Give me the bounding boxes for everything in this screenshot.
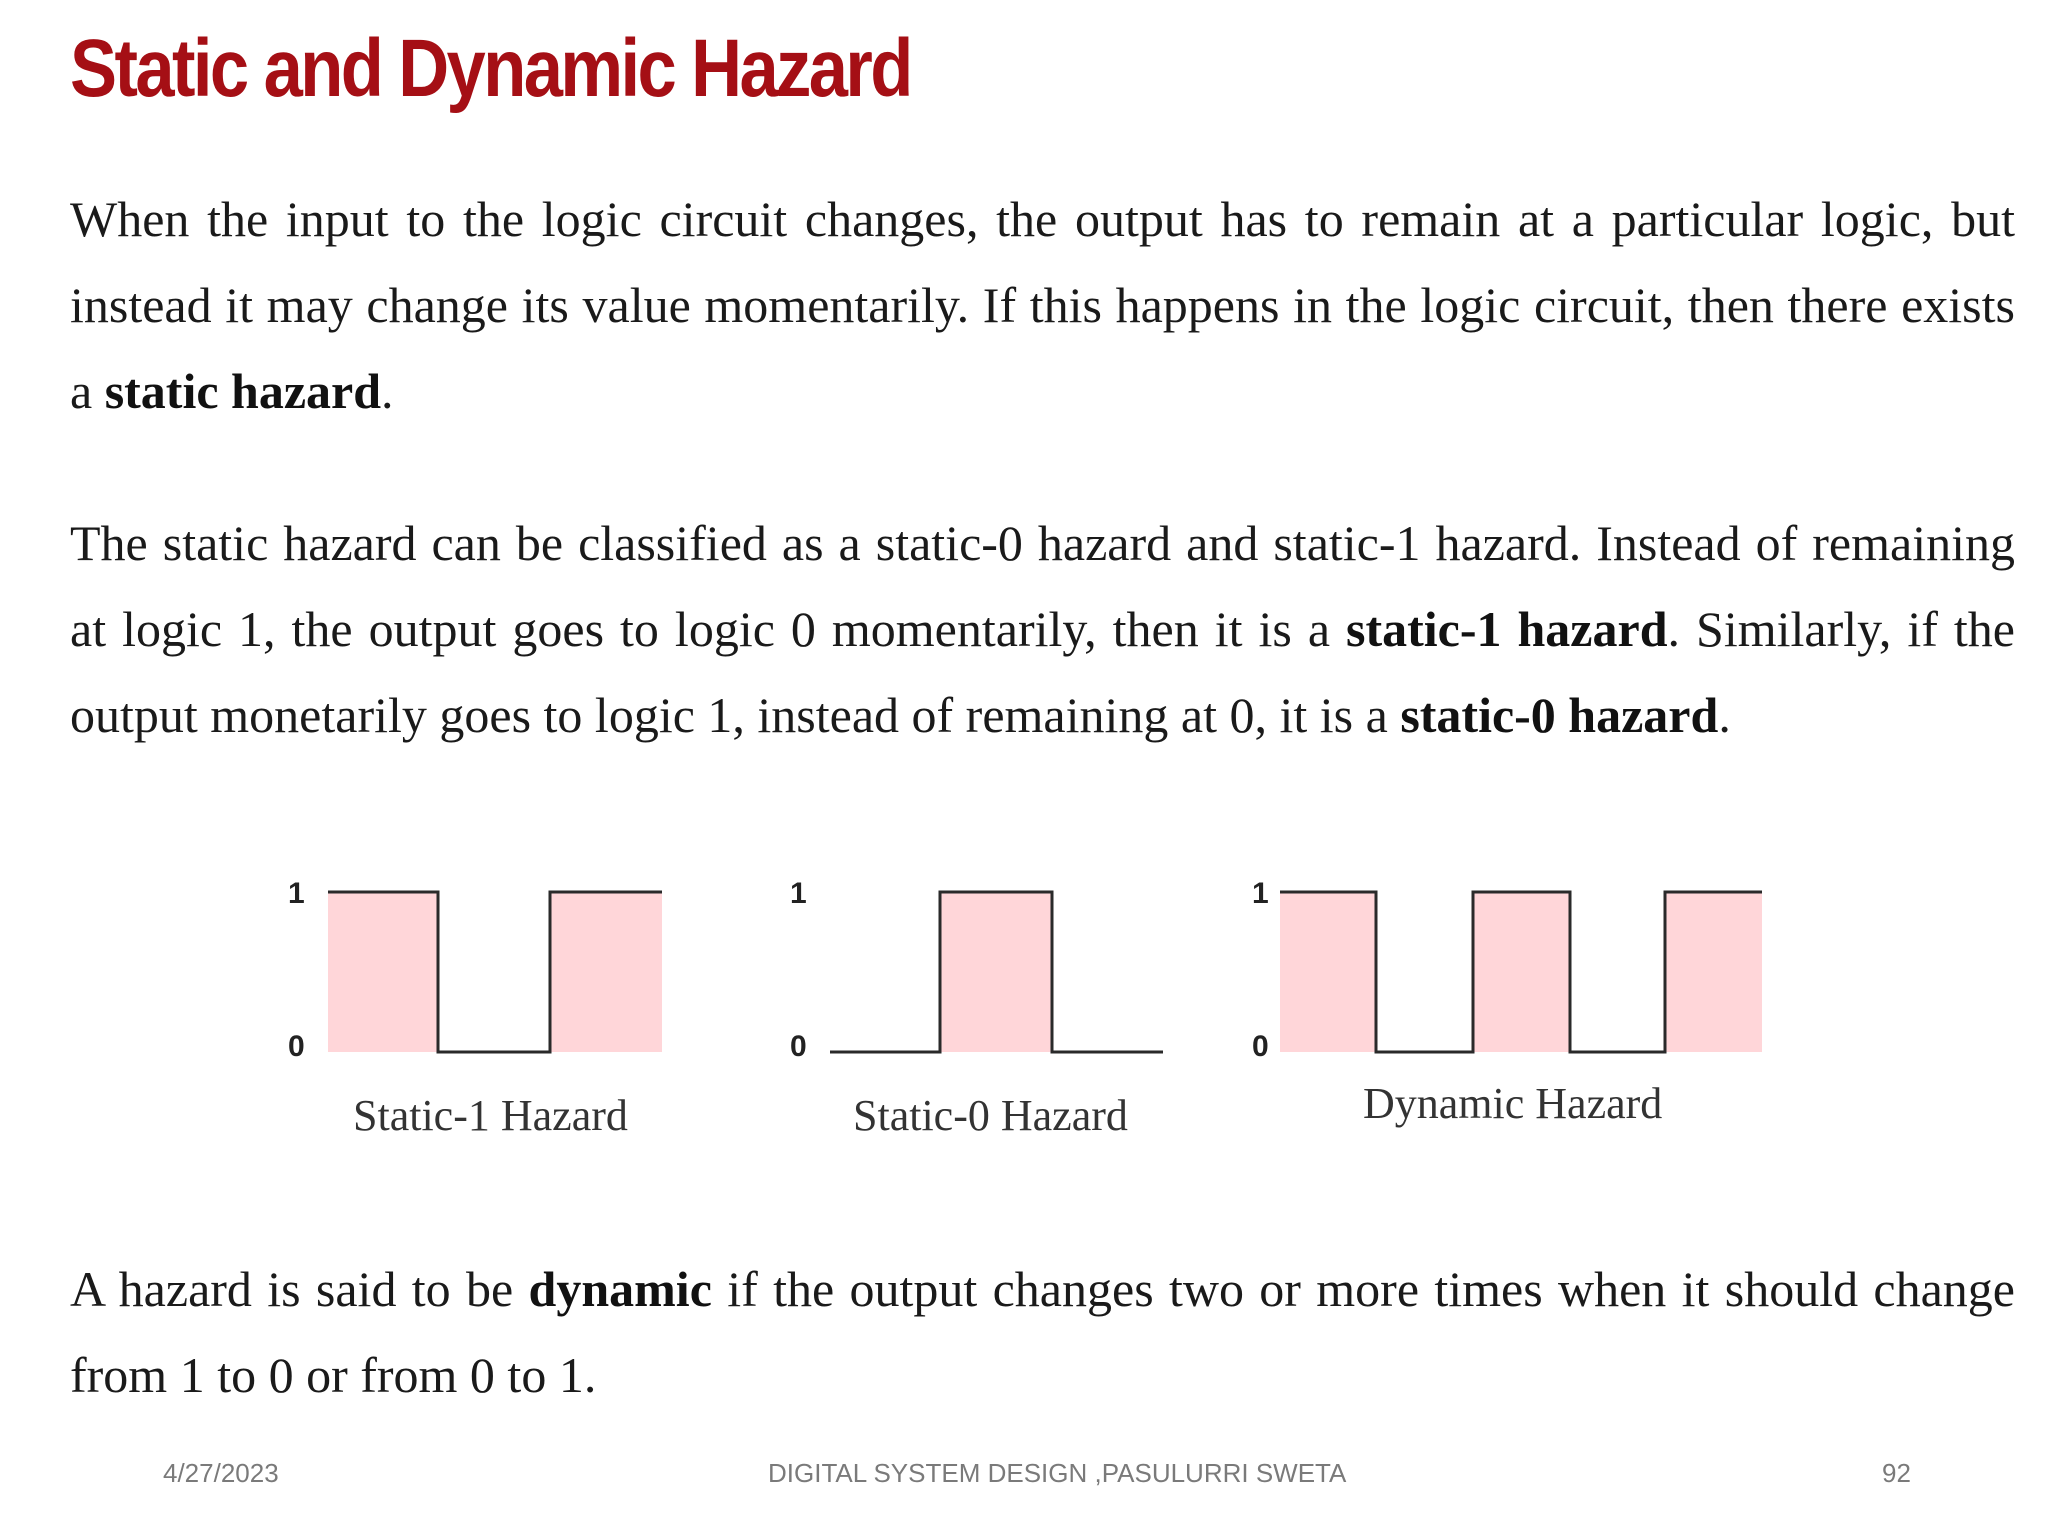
hazard-waveforms-figure	[270, 860, 1790, 1160]
waveform-caption: Static-0 Hazard	[853, 1091, 1128, 1140]
high-region	[1280, 892, 1376, 1052]
high-region	[1473, 892, 1570, 1052]
paragraph-static-hazard	[70, 176, 2015, 434]
high-region	[328, 892, 438, 1052]
high-region	[940, 892, 1052, 1052]
waveform-static-1	[288, 877, 662, 1140]
high-region	[1665, 892, 1762, 1052]
waveform-caption: Dynamic Hazard	[1363, 1079, 1663, 1128]
term-dynamic: dynamic	[528, 1261, 712, 1317]
slide-title: Static and Dynamic Hazard	[70, 23, 911, 114]
logic-1-label: 1	[288, 877, 305, 910]
logic-1-label: 1	[1252, 877, 1269, 910]
footer-page-number: 92	[1882, 1458, 1911, 1488]
waveform-dynamic	[1252, 877, 1762, 1128]
paragraph-text: if the output changes two or more times when it should change from 1 to 0 or from 0 to 1.	[70, 1261, 2015, 1403]
paragraph-text: When the input to the logic circuit changes, the output has to remain at a particular logic, but instead it may change its value momentarily. If this happens in the logic circuit, then there exists a	[70, 191, 2015, 419]
paragraph-text: . Similarly, if the output monetarily goes to logic 1, instead of remaining at 0, it is a	[70, 601, 2015, 743]
paragraph-text: .	[381, 363, 394, 419]
logic-0-label: 0	[790, 1030, 807, 1063]
waveform-static-0	[790, 877, 1163, 1140]
term-static-hazard: static hazard	[104, 363, 382, 419]
term-static-1-hazard: static-1 hazard	[1346, 601, 1668, 657]
paragraph-dynamic-hazard	[70, 1246, 2015, 1418]
footer-date: 4/27/2023	[163, 1458, 279, 1488]
waveform-caption: Static-1 Hazard	[353, 1091, 628, 1140]
term-static-0-hazard: static-0 hazard	[1400, 687, 1719, 743]
logic-1-label: 1	[790, 877, 807, 910]
paragraph-text: .	[1718, 687, 1731, 743]
paragraph-text: The static hazard can be classified as a static-0 hazard and static-1 hazard. Instead of remaining at logic 1, the output goes to logic 0 momentarily, then it is a	[70, 515, 2015, 657]
paragraph-text: A hazard is said to be	[70, 1261, 529, 1317]
paragraph-static-classification	[70, 500, 2015, 758]
high-region	[550, 892, 662, 1052]
footer-course-title: DIGITAL SYSTEM DESIGN ,PASULURRI SWETA	[768, 1458, 1347, 1488]
logic-0-label: 0	[1252, 1030, 1269, 1063]
logic-0-label: 0	[288, 1030, 305, 1063]
waveforms-svg	[270, 860, 1790, 1160]
